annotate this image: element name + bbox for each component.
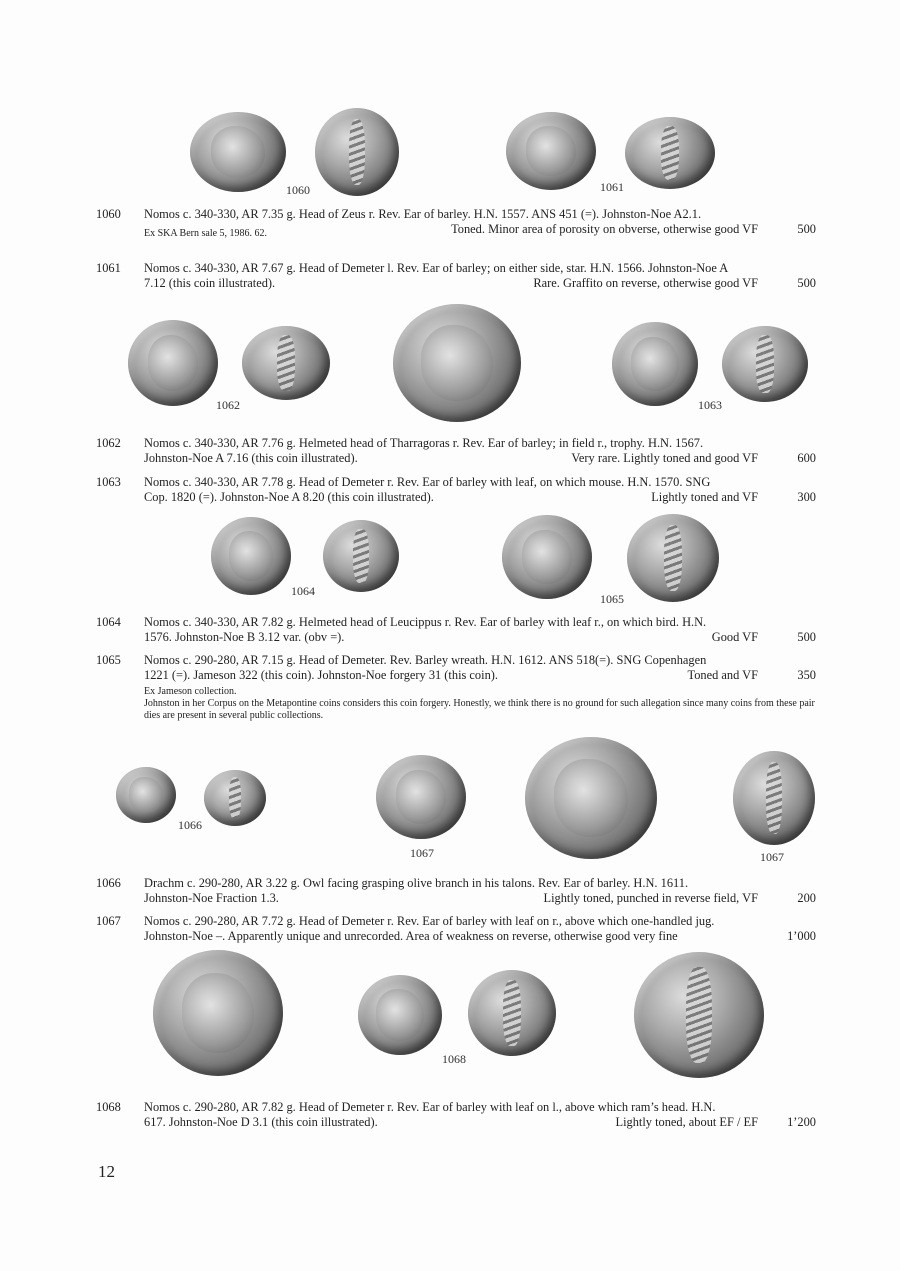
entry-number: 1066 (96, 876, 121, 890)
entry-number: 1062 (96, 436, 121, 450)
condition: Very rare. Lightly toned and good VF (571, 451, 758, 465)
coin-photo-1067-obverse (376, 755, 466, 839)
condition: Good VF (711, 630, 758, 644)
coin-photo-1066-reverse (204, 770, 266, 826)
entry-description: Nomos c. 340-330, AR 7.35 g. Head of Zeus r. Rev. Ear of barley. H.N. 1557. ANS 451 (=). Johnston-Noe A2.1. (144, 207, 702, 221)
figure-label-1067-a: 1067 (410, 846, 434, 860)
condition: Toned and VF (687, 668, 758, 682)
coin-photo-1060-reverse (315, 108, 399, 196)
coin-photo-1063-obverse (612, 322, 698, 406)
entry-number: 1067 (96, 914, 121, 928)
entry-description: Nomos c. 290-280, AR 7.72 g. Head of Demeter r. Rev. Ear of barley with leaf on r., above which one-handled jug. (144, 914, 715, 928)
coin-photo-1067-reverse (733, 751, 815, 845)
figure-label-1065: 1065 (600, 592, 624, 606)
coin-photo-1066-obverse (116, 767, 176, 823)
condition: Toned. Minor area of porosity on obverse, otherwise good VF (451, 222, 758, 236)
coin-photo-1068-obverse (358, 975, 442, 1055)
price: 600 (797, 451, 816, 465)
coin-photo-1064-obverse (211, 517, 291, 595)
entry-number: 1064 (96, 615, 121, 629)
condition: Rare. Graffito on reverse, otherwise good VF (533, 276, 758, 290)
entry-number: 1061 (96, 261, 121, 275)
figure-label-1061: 1061 (600, 180, 624, 194)
coin-photo-1060-obverse (190, 112, 286, 192)
coin-photo-1068-reverse-enlarged (634, 952, 764, 1078)
entry-number: 1063 (96, 475, 121, 489)
condition: Lightly toned, about EF / EF (615, 1115, 758, 1129)
figure-label-1068: 1068 (442, 1052, 466, 1066)
figure-label-1063: 1063 (698, 398, 722, 412)
condition: Lightly toned, punched in reverse field, VF (543, 891, 758, 905)
price: 200 (797, 891, 816, 905)
price: 350 (797, 668, 816, 682)
entry-description-cont: 7.12 (this coin illustrated). (144, 276, 276, 290)
entry-description-cont: Johnston-Noe A 7.16 (this coin illustrated). (144, 451, 358, 465)
entry-description-cont: 617. Johnston-Noe D 3.1 (this coin illustrated). (144, 1115, 378, 1129)
entry-description-cont: 1221 (=). Jameson 322 (this coin). Johnston-Noe forgery 31 (this coin). (144, 668, 498, 682)
entry-description-cont: Johnston-Noe –. Apparently unique and unrecorded. Area of weakness on reverse, otherwise good very fine (144, 929, 678, 943)
coin-photo-1061-obverse (506, 112, 596, 190)
condition: Lightly toned and VF (651, 490, 758, 504)
entry-number: 1065 (96, 653, 121, 667)
coin-photo-1068-obverse-enlarged (153, 950, 283, 1076)
entry-description: Nomos c. 340-330, AR 7.67 g. Head of Demeter l. Rev. Ear of barley; on either side, star. H.N. 1566. Johnston-Noe A (144, 261, 729, 275)
entry-number: 1068 (96, 1100, 121, 1114)
figure-label-1060: 1060 (286, 183, 310, 197)
page-number: 12 (98, 1162, 115, 1181)
figure-label-1067-b: 1067 (760, 850, 784, 864)
figure-label-1062: 1062 (216, 398, 240, 412)
commentary-note: Johnston in her Corpus on the Metapontine coins considers this coin forgery. Honestly, we think there is no ground for such allegation since many coins from these pair dies are present in several public collections. (144, 698, 815, 721)
coin-photo-1062-reverse (242, 326, 330, 400)
provenance-note: Ex Jameson collection. (144, 686, 237, 697)
entry-description: Nomos c. 340-330, AR 7.76 g. Helmeted head of Tharragoras r. Rev. Ear of barley; in field r., trophy. H.N. 1567. (144, 436, 704, 450)
figure-label-1064: 1064 (291, 584, 315, 598)
price: 500 (797, 630, 816, 644)
entry-number: 1060 (96, 207, 121, 221)
figure-label-1066: 1066 (178, 818, 202, 832)
price: 1’000 (787, 929, 816, 943)
coin-photo-1061-reverse (625, 117, 715, 189)
entry-description: Drachm c. 290-280, AR 3.22 g. Owl facing grasping olive branch in his talons. Rev. Ear of barley. H.N. 1611. (144, 876, 689, 890)
coin-photo-1065-obverse (502, 515, 592, 599)
coin-photo-1067-obverse-enlarged (525, 737, 657, 859)
entry-description: Nomos c. 340-330, AR 7.78 g. Head of Demeter r. Rev. Ear of barley with leaf, on which mouse. H.N. 1570. SNG (144, 475, 711, 489)
price: 300 (797, 490, 816, 504)
coin-photo-1062-obverse-enlarged (393, 304, 521, 422)
entry-description-cont: Cop. 1820 (=). Johnston-Noe A 8.20 (this coin illustrated). (144, 490, 434, 504)
coin-photo-1068-reverse (468, 970, 556, 1056)
coin-photo-1062-obverse (128, 320, 218, 406)
price: 500 (797, 276, 816, 290)
coin-photo-1064-reverse (323, 520, 399, 592)
entry-description: Nomos c. 290-280, AR 7.82 g. Head of Demeter r. Rev. Ear of barley with leaf on l., above which ram’s head. H.N. (144, 1100, 716, 1114)
coin-photo-1063-reverse (722, 326, 808, 402)
entry-description: Nomos c. 340-330, AR 7.82 g. Helmeted head of Leucippus r. Rev. Ear of barley with leaf r., on which bird. H.N. (144, 615, 707, 629)
coin-photo-1065-reverse (627, 514, 719, 602)
price: 500 (797, 222, 816, 236)
entry-description-cont: Johnston-Noe Fraction 1.3. (144, 891, 279, 905)
provenance-note: Ex SKA Bern sale 5, 1986. 62. (144, 228, 268, 239)
price: 1’200 (787, 1115, 816, 1129)
entry-description-cont: 1576. Johnston-Noe B 3.12 var. (obv =). (144, 630, 345, 644)
entry-description: Nomos c. 290-280, AR 7.15 g. Head of Demeter. Rev. Barley wreath. H.N. 1612. ANS 518(=). SNG Copenhagen (144, 653, 707, 667)
